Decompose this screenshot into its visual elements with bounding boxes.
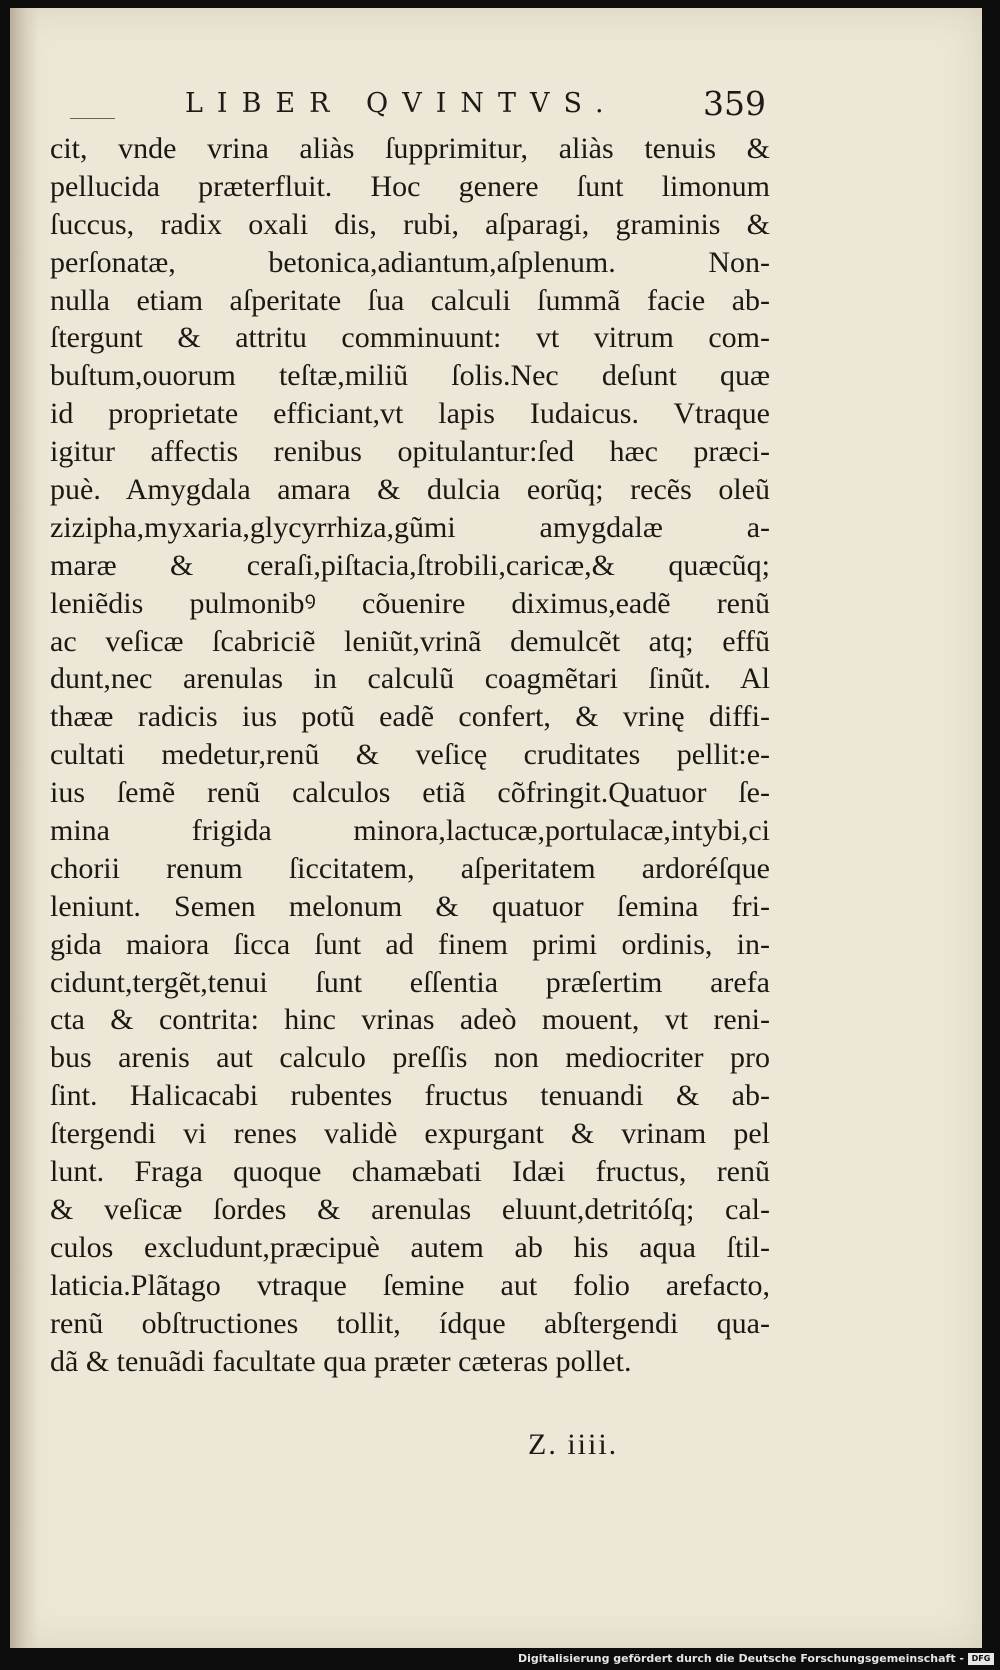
- text-line: cta & contrita: hinc vrinas adeò mouent, vt reni-: [50, 1003, 770, 1037]
- folio-number: 359: [703, 84, 766, 123]
- text-line: thӕӕ radicis ius potũ eadẽ confert, & vrinę diffi-: [50, 700, 770, 734]
- header-rule: [70, 118, 115, 119]
- funding-credit: Digitalisierung gefördert durch die Deutsche Forschungsgemeinschaft -: [517, 1652, 964, 1665]
- text-line: gida maiora ſicca ſunt ad finem primi ordinis, in-: [50, 927, 770, 961]
- text-line: igitur affectis renibus opitulantur:ſed hӕc prӕci-: [50, 435, 770, 469]
- text-line: ius ſemẽ renũ calculos etiã cõfringit.Quatuor ſe-: [50, 776, 770, 810]
- text-line: cit, vnde vrina aliàs ſupprimitur, aliàs tenuis &: [50, 132, 770, 165]
- text-line: id proprietate efficiant,vt lapis Iudaicus. Vtraque: [50, 397, 770, 431]
- text-line: ac veſicӕ ſcabriciẽ leniũt,vrinã demulcẽt atq; effũ: [50, 624, 770, 658]
- text-line: bus arenis aut calculo preſſis non mediocriter pro: [50, 1041, 770, 1075]
- text-line: ſint. Halicacabi rubentes fructus tenuandi & ab-: [50, 1079, 770, 1113]
- text-line: ſtergunt & attritu comminuunt: vt vitrum com-: [50, 321, 770, 355]
- page-header: [10, 84, 982, 128]
- text-line: nulla etiam aſperitate ſua calculi ſummã facie ab-: [50, 283, 770, 317]
- text-line: culos excludunt,prӕcipuè autem ab his aqua ſtil-: [50, 1230, 770, 1264]
- signature-mark: Z. iiii.: [528, 1428, 619, 1461]
- body-text: [50, 130, 770, 1380]
- text-line: pellucida prӕterfluit. Hoc genere ſunt limonum: [50, 169, 770, 203]
- text-line: chorii renum ſiccitatem, aſperitatem ardoréſque: [50, 851, 770, 885]
- text-line: zizipha,myxaria,glycyrrhiza,gũmi amygdalӕ a-: [50, 510, 770, 544]
- footer-bar: [0, 1648, 1000, 1670]
- text-line: cidunt,tergẽt,tenui ſunt eſſentia prӕſertim arefa: [50, 965, 770, 999]
- text-line: mina frigida minora,lactucӕ,portulacӕ,intybi,ci: [50, 814, 770, 848]
- running-title: LIBER QVINTVS.: [185, 88, 618, 119]
- text-line: puè. Amygdala amara & dulcia eorũq; recẽs oleũ: [50, 473, 770, 507]
- text-line: laticia.Plãtago vtraque ſemine aut folio arefacto,: [50, 1268, 770, 1302]
- dfg-logo: DFG: [968, 1653, 994, 1665]
- text-line: cultati medetur,renũ & veſicę cruditates pellit:e-: [50, 738, 770, 772]
- text-line: ſuccus, radix oxali dis, rubi, aſparagi, graminis &: [50, 207, 770, 241]
- text-line: leniẽdis pulmonibꝰ cõuenire diximus,eadẽ renũ: [50, 586, 770, 620]
- text-line: dã & tenuãdi facultate qua prӕter cӕteras pollet.: [50, 1344, 632, 1378]
- text-line: dunt,nec arenulas in calculũ coagmẽtari ſinũt. Al: [50, 662, 770, 696]
- text-line: buſtum,ouorum teſtӕ,miliũ ſolis.Nec deſunt quӕ: [50, 359, 770, 393]
- text-line: & veſicӕ ſordes & arenulas eluunt,detritóſq; cal-: [50, 1192, 770, 1226]
- text-line: perſonatӕ, betonica,adiantum,aſplenum. Non-: [50, 245, 770, 279]
- text-line: lunt. Fraga quoque chamӕbati Idӕi fructus, renũ: [50, 1155, 770, 1189]
- page-gutter: [10, 8, 38, 1648]
- text-line: leniunt. Semen melonum & quatuor ſemina fri-: [50, 889, 770, 923]
- text-line: renũ obſtructiones tollit, ídque abſtergendi qua-: [50, 1306, 770, 1340]
- text-line: marӕ & ceraſi,piſtacia,ſtrobili,caricӕ,& quӕcũq;: [50, 548, 770, 582]
- book-page: [10, 8, 982, 1648]
- text-line: ſtergendi vi renes validè expurgant & vrinam pel: [50, 1117, 770, 1151]
